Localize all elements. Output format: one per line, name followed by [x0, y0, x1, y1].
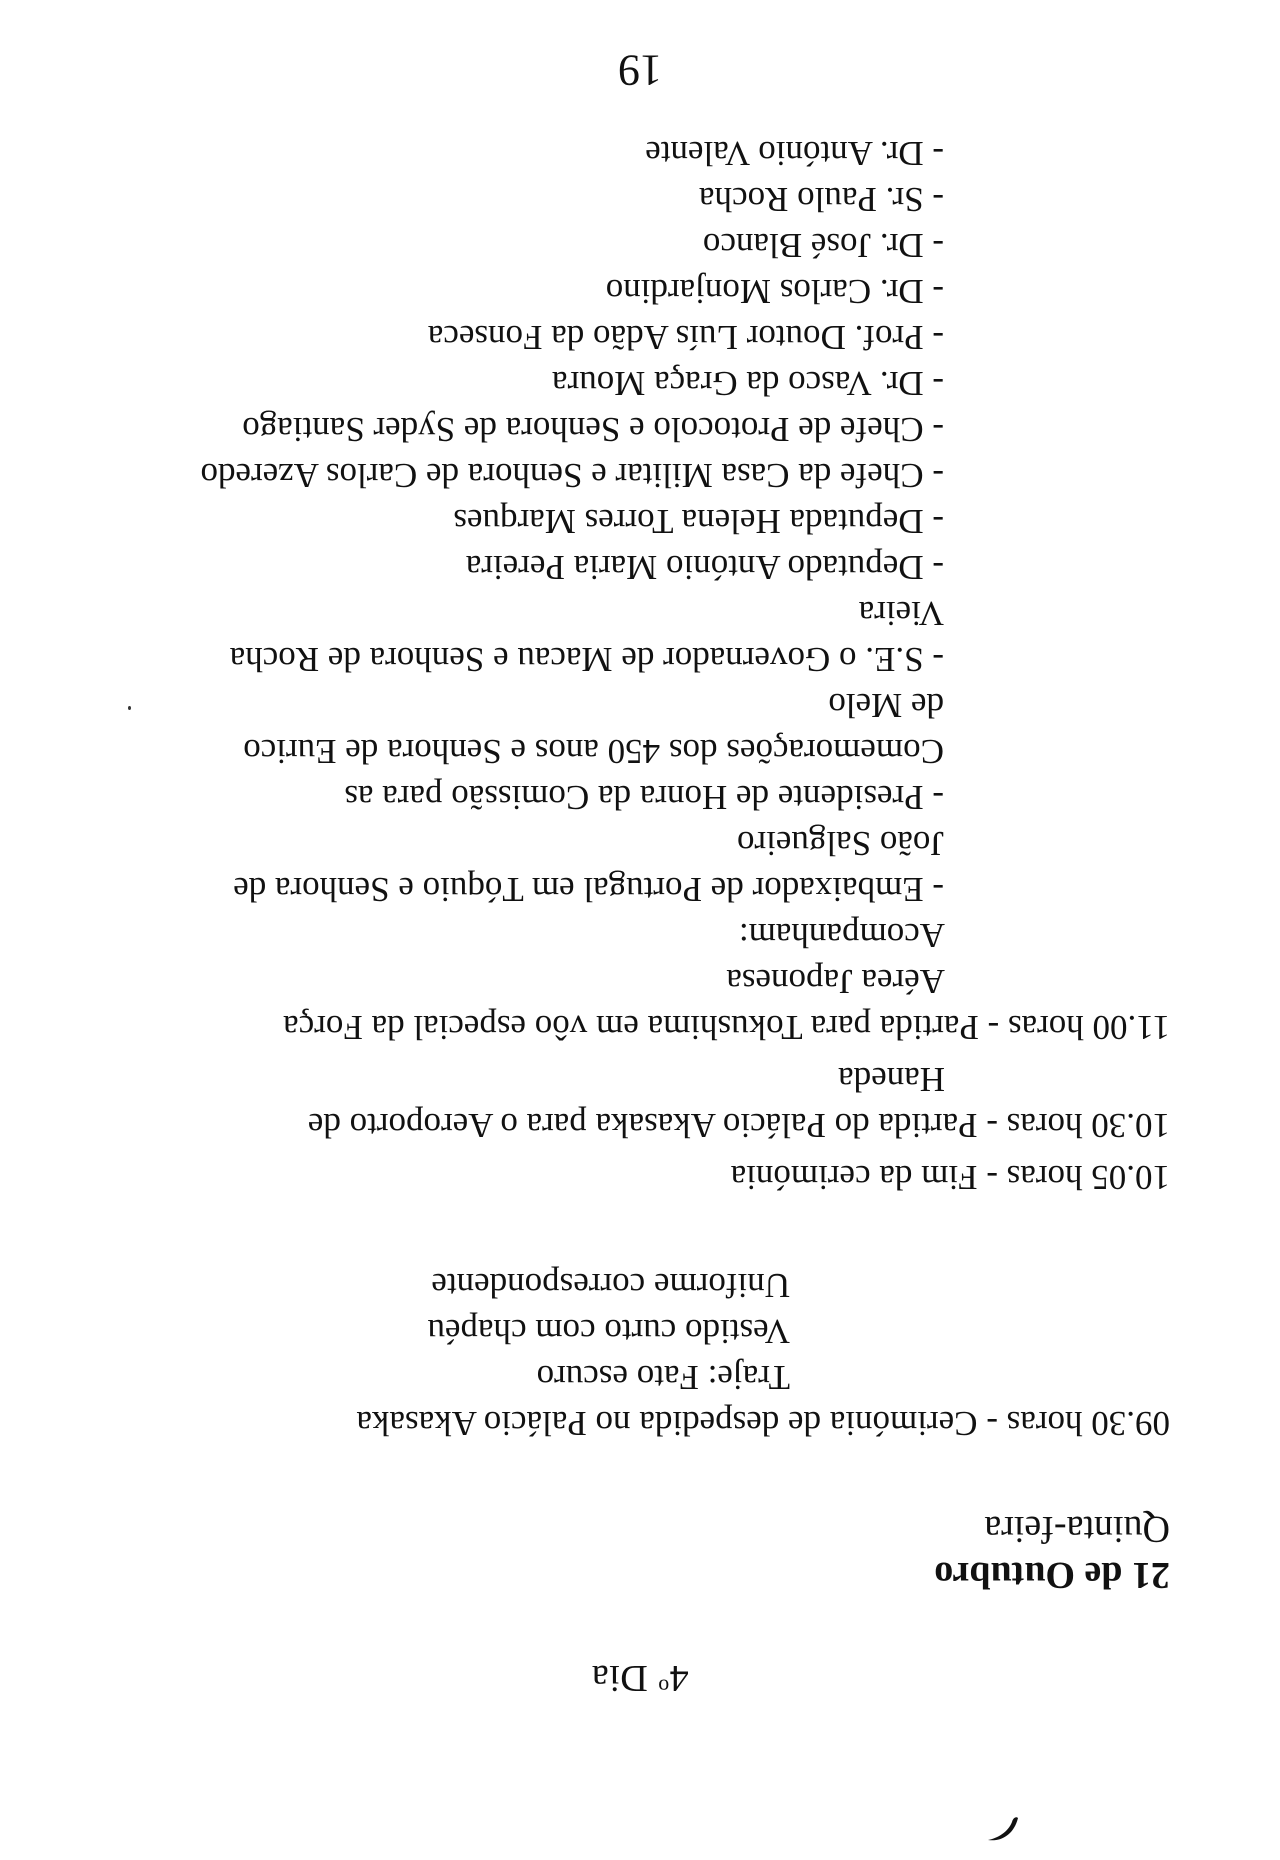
list-item: - Prof. Doutor Luís Adão da Fonseca [427, 318, 944, 357]
list-item: - Sr. Paulo Rocha [699, 180, 944, 219]
schedule-line-continued: Haneda [838, 1060, 945, 1099]
schedule [110, 130, 1170, 1446]
date-heading: 21 de Outubro [934, 1554, 1170, 1596]
accompanying-label: Acompanham: [738, 916, 945, 955]
list-item: - Presidente de Honra da Comissão para as Comemorações dos 450 anos e Senhora de Eurico de Melo [243, 686, 944, 817]
schedule-line: 09.30 horas - Cerimónia de despedida no Palácio Akasaka [356, 1404, 1170, 1443]
schedule-line-continued: Aérea Japonesa [726, 962, 945, 1001]
dress-code-line: Traje: Fato escuro [536, 1358, 790, 1397]
list-item: - Chefe de Protocolo e Senhora de Syder Santiago [242, 410, 944, 449]
list-item: - Chefe da Casa Militar e Senhora de Carlos Azeredo [200, 456, 944, 495]
list-item: - Dr. Carlos Monjardino [605, 272, 944, 311]
list-item: - Deputado António Maria Pereira [465, 548, 944, 587]
day-number: 4 [669, 1657, 689, 1699]
list-item: - Deputada Helena Torres Marques [453, 502, 944, 541]
list-item: - Dr. António Valente [645, 134, 944, 173]
day-heading [110, 1656, 1170, 1700]
document-content [110, 45, 1170, 1700]
list-item: - Embaixador de Portugal em Tóquio e Senhora de João Salgueiro [233, 824, 944, 909]
dress-code-line: Vestido curto com chapéu [427, 1312, 790, 1351]
schedule-line: 11.00 horas - Partida para Tokushima em vôo especial da Força [283, 1008, 1170, 1047]
dress-code-line: Uniforme correspondente [431, 1266, 790, 1305]
day-word: Dia [591, 1657, 648, 1699]
list-item: - Dr. Vasco da Graça Moura [552, 364, 944, 403]
weekday-heading: Quinta-feira [984, 1508, 1170, 1550]
list-item: - Dr. José Blanco [702, 226, 944, 265]
ink-blot-mark [986, 1814, 1020, 1844]
schedule-line: 10.30 horas - Partida do Palácio Akasaka para o Aeroporto de [307, 1106, 1170, 1145]
page-number: 19 [618, 46, 662, 95]
list-item: - S.E. o Governador de Macau e Senhora de Rocha Vieira [229, 594, 944, 679]
day-suffix: o [657, 1674, 670, 1700]
schedule-line: 10.05 horas - Fim da cerimónia [730, 1158, 1170, 1197]
